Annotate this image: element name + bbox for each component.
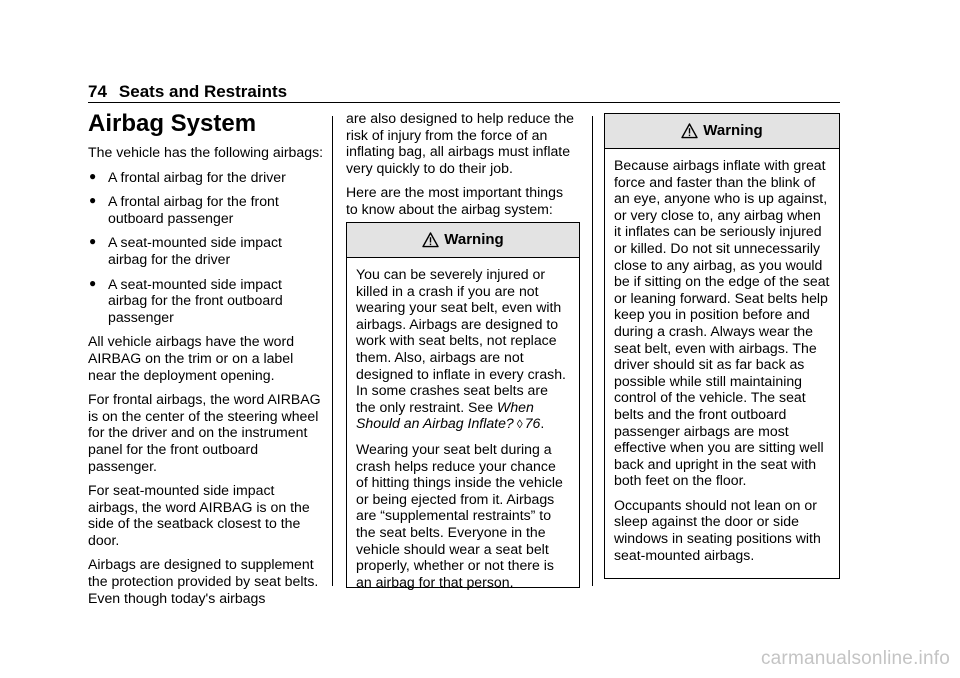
warning-paragraph: You can be severely injured or killed in a crash if you are not wearing your seat belt, even with airbags. Airbags are designed to work with seat belts, not replace them. Also, airbags are not designed to inflate in every crash. In some crashes seat belts are the only restraint. See When Should an Airbag Inflate? ◊ 76. [356, 266, 566, 432]
warning-header [605, 114, 839, 149]
column-divider [332, 116, 333, 586]
page-header [88, 82, 287, 102]
body-paragraph: Airbags are designed to supplement the protection provided by seat belts. Even though today's airbags [88, 556, 319, 606]
section-title: Seats and Restraints [118, 82, 288, 101]
warning-body [605, 149, 839, 563]
body-paragraph: For seat-mounted side impact airbags, the word AIRBAG is on the side of the seatback closest to the door. [88, 482, 310, 548]
warning-header [347, 223, 579, 258]
page-reference: 76 [524, 415, 541, 432]
header-rule [88, 102, 840, 103]
body-paragraph: All vehicle airbags have the word AIRBAG on the trim or on a label near the deployment opening. [88, 333, 295, 383]
column-2 [346, 110, 578, 226]
warning-paragraph: Because airbags inflate with great force and faster than the blink of an eye, anyone who is up against, or very close to, any airbag when it inflates can be seriously injured or killed. Do not sit unnecessarily close to any airbag, as you would be if sitting on the edge of the seat or leaning forward. Seat belts help keep you in position before and during a crash. Always wear the seat belt, even with airbags. The driver should sit as far back as possible while still maintaining control of the vehicle. The seat belts and the front outboard passenger airbags are most effective when you are sitting well back and upright in the seat with both feet on the floor. [614, 157, 830, 489]
intro-paragraph: The vehicle has the following airbags: [88, 144, 324, 160]
section-heading: Airbag System [88, 110, 257, 137]
column-divider [592, 116, 593, 586]
list-item: ● A seat-mounted side impact airbag for the driver [89, 234, 282, 267]
body-paragraph: Here are the most important things to know about the airbag system: [346, 184, 563, 217]
warning-box [346, 222, 580, 588]
warning-paragraph: Occupants should not lean on or sleep against the door or side windows in seating positions with seat-mounted airbags. [614, 496, 821, 563]
body-paragraph: For frontal airbags, the word AIRBAG is on the center of the steering wheel for the driver and on the instrument panel for the front outboard passenger. [88, 391, 321, 474]
watermark: carmanualsonline.info [760, 648, 950, 669]
warning-box [604, 113, 840, 579]
bullet-icon: ● [89, 275, 97, 290]
list-item: ● A frontal airbag for the front outboard passenger [89, 193, 279, 226]
page-number: 74 [88, 82, 107, 101]
warning-title: Warning [444, 230, 504, 248]
column-1 [88, 110, 324, 614]
bullet-icon: ● [89, 168, 97, 183]
cross-reference-link[interactable]: When Should an Airbag Inflate? [356, 398, 534, 432]
bullet-icon: ● [89, 234, 97, 249]
warning-icon [681, 123, 698, 139]
list-item: ● A seat-mounted side impact airbag for the front outboard passenger [89, 275, 283, 325]
list-item: ● A frontal airbag for the driver [89, 168, 286, 185]
body-paragraph: are also designed to help reduce the risk of injury from the force of an inflating bag, all airbags must inflate very quickly to do their job. [346, 110, 575, 176]
warning-icon [422, 232, 439, 248]
page-ref-icon: ◊ [516, 417, 523, 432]
airbag-list [88, 169, 324, 326]
warning-paragraph: Wearing your seat belt during a crash helps reduce your chance of hitting things inside the vehicle or being ejected from it. Airbags are “supplemental restraints” to the seat belts. Everyone in the vehicle should wear a seat belt properly, whether or not there is an airbag for that person. [356, 440, 563, 590]
warning-title: Warning [703, 121, 763, 139]
warning-body [347, 258, 579, 590]
bullet-icon: ● [89, 193, 97, 208]
